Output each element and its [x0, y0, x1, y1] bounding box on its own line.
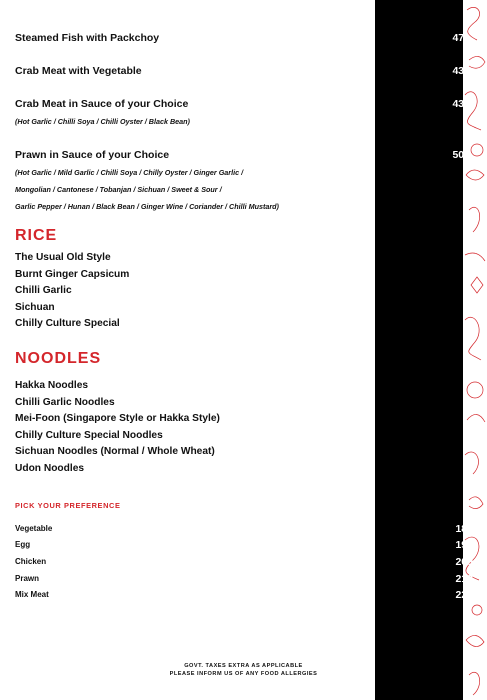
item-price: 509 — [452, 149, 470, 161]
item-name: Prawn in Sauce of your Choice — [15, 149, 170, 161]
preference-price: 209 — [455, 556, 473, 568]
list-item: Udon Noodles — [15, 462, 85, 474]
item-name: Crab Meat in Sauce of your Choice — [15, 98, 189, 110]
section-title-rice: RICE — [15, 227, 58, 244]
preference-price: 229 — [455, 589, 473, 601]
preference-name: Chicken — [15, 557, 47, 566]
item-note: (Hot Garlic / Mild Garlic / Chilli Soya / Chilly Oyster / Ginger Garlic / — [15, 168, 244, 177]
list-item: Sichuan Noodles (Normal / Whole Wheat) — [15, 446, 215, 458]
preference-price: 219 — [455, 573, 473, 585]
list-item: The Usual Old Style — [15, 252, 111, 263]
item-name: Steamed Fish with Packchoy — [15, 32, 160, 44]
rice-list — [15, 250, 129, 333]
item-price: 439 — [452, 98, 470, 110]
menu-item — [15, 32, 470, 44]
preference-row — [15, 554, 473, 570]
preference-price: 189 — [455, 523, 473, 535]
list-item: Sichuan — [15, 301, 55, 313]
preference-name: Prawn — [15, 574, 40, 583]
list-item: Chilly Culture Special — [15, 318, 120, 330]
item-note: Garlic Pepper / Hunan / Black Bean / Ginger Wine / Coriander / Chilli Mustard) — [15, 202, 279, 211]
footer-tax-note: GOVT. TAXES EXTRA AS APPLICABLE — [184, 663, 303, 669]
preference-row — [15, 521, 473, 537]
item-note: Mongolian / Cantonese / Tobanjan / Sichuan / Sweet & Sour / — [15, 185, 222, 194]
preference-name: Egg — [15, 540, 31, 549]
item-name: Crab Meat with Vegetable — [15, 65, 142, 77]
noodles-list — [15, 378, 220, 478]
list-item: Chilli Garlic Noodles — [15, 396, 115, 408]
list-item: Chilly Culture Special Noodles — [15, 429, 163, 441]
preference-row — [15, 537, 473, 553]
menu-item — [15, 149, 470, 215]
list-item: Chilli Garlic — [15, 285, 72, 297]
preference-name: Vegetable — [15, 524, 53, 533]
menu-item — [15, 65, 470, 77]
footer-allergy-note: PLEASE INFORM US OF ANY FOOD ALLERGIES — [169, 671, 318, 677]
preference-row — [15, 587, 473, 603]
preference-price: 199 — [455, 539, 473, 551]
preference-title: PICK YOUR PREFERENCE — [15, 501, 121, 510]
list-item: Hakka Noodles — [15, 380, 89, 391]
menu-item — [15, 98, 470, 130]
preference-name: Mix Meat — [15, 590, 49, 599]
item-price: 439 — [452, 65, 470, 77]
list-item: Burnt Ginger Capsicum — [15, 268, 130, 280]
section-title-noodles: NOODLES — [15, 350, 102, 367]
preference-row — [15, 571, 473, 587]
item-note: (Hot Garlic / Chilli Soya / Chilli Oyster / Black Bean) — [15, 117, 190, 126]
item-price: 479 — [452, 32, 470, 44]
list-item: Mei-Foon (Singapore Style or Hakka Style) — [15, 413, 220, 425]
